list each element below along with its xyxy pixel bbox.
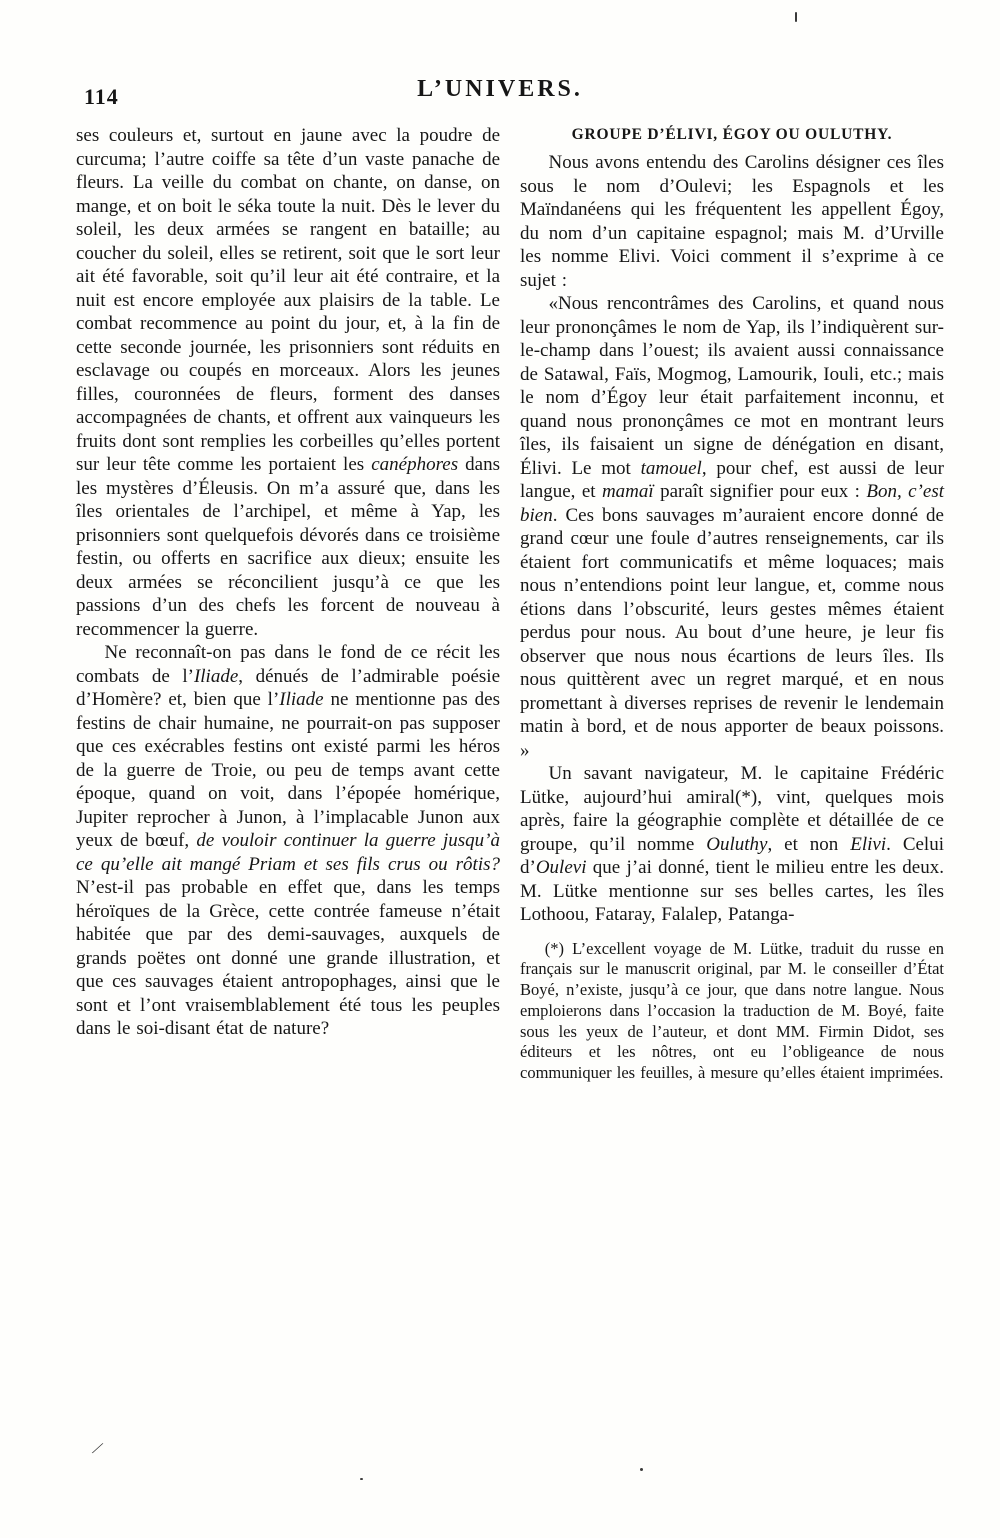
page-number: 114: [84, 84, 119, 109]
paragraph: Nous avons entendu des Carolins désigner ces îles sous le nom d’Oulevi; les Espagnols et les Maïndanéens qui les fréquentent les appellent Égoy, du nom d’un capitaine espagnol; mais M. d’Urville les nomme Elivi. Voici comment il s’exprime à ce sujet :: [520, 152, 944, 291]
footnote-block: [520, 939, 944, 1085]
text-columns: [76, 124, 944, 1084]
scan-speck: [640, 1468, 643, 1471]
running-head-title: L’UNIVERS.: [417, 76, 583, 102]
paragraph: Un savant navigateur, M. le capitaine Frédéric Lütke, aujourd’hui amiral(*), vint, quelques mois après, faire la géographie complète et détaillée de ce groupe, qu’il nomme Ouluthy, et non Elivi. Celui d’Oulevi que j’ai donné, tient le milieu entre les deux. M. Lütke mentionne sur ses belles cartes, les îles Lothoou, Fataray, Falalep, Patanga-: [520, 763, 944, 925]
right-text-column: [520, 124, 944, 1084]
paragraph: Ne reconnaît-on pas dans le fond de ce récit les combats de l’Iliade, dénués de l’admirable poésie d’Homère? et, bien que l’Iliade ne mentionne pas des festins de chair humaine, ne pourrait-on pas supposer que ces exécrables festins ont existé parmi les héros de la guerre de Troie, ou peu de temps avant cette époque, quand on voit, dans l’épopée homérique, Jupiter reprocher à Junon, à l’implacable Junon aux yeux de bœuf, de vouloir continuer la guerre jusqu’à ce qu’elle ait mangé Priam et ses fils crus ou rôtis? N’est-il pas probable en effet que, dans les temps héroïques de la Grèce, cette contrée fameuse n’était habitée que par des demi-sauvages, auxquels de grands poëtes ont donné une grande illustration, et que ces sauvages étaient antropophages, ainsi que le sont et l’ont vraisemblablement été tous les peuples dans le soi-disant état de nature?: [76, 642, 500, 1039]
scan-stray-mark: ⁄: [94, 1437, 102, 1459]
left-text-column: [76, 124, 500, 1084]
scan-speck: [795, 12, 797, 22]
paragraph: ses couleurs et, surtout en jaune avec la poudre de curcuma; l’autre coiffe sa tête d’un vaste panache de fleurs. La veille du combat on chante, on danse, on mange, et on boit le séka toute la nuit. Dès le lever du soleil, les deux armées se rangent en bataille; au coucher du soleil, elles se retirent, soit que le sort leur ait été favorable, soit qu’il leur ait été contraire, et la nuit est encore employée aux plaisirs de la table. Le combat recommence au point du jour, et, à la fin de cette seconde journée, les prisonniers sont réduits en esclavage ou coupés en morceaux. Alors les jeunes filles, couronnées de fleurs, forment des danses accompagnées de chants, et offrent aux vainqueurs les fruits dont sont remplies les corbeilles qu’elles portent sur leur tête comme les portaient les canéphores dans les mystères d’Éleusis. On m’a assuré que, dans les îles orientales de l’archipel, et même à Yap, les prisonniers sont quelquefois dévorés dans ce troisième festin, ou offerts en sacrifice aux dieux; ensuite les deux armées se réconcilient jusqu’à ce que les passions d’un des chefs les forcent de nouveau à recommencer la guerre.: [76, 125, 500, 640]
section-heading: GROUPE D’ÉLIVI, ÉGOY OU OULUTHY.: [571, 126, 893, 143]
paragraph: «Nous rencontrâmes des Carolins, et quand nous leur prononçâmes le nom de Yap, ils l’indiquèrent sur-le-champ dans l’ouest; ils avaient aussi connaissance de Satawal, Faïs, Mogmog, Lamourik, Iouli, etc.; mais le nom d’Égoy leur était parfaitement inconnu, et quand nous prononçâmes ce mot en montrant leurs îles, ils faisaient un signe de dénégation en disant, Élivi. Le mot tamouel, pour chef, est aussi de leur langue, et mamaï paraît signifier pour eux : Bon, c’est bien. Ces bons sauvages m’auraient encore donné de grand cœur une foule d’autres renseignements, car ils étaient fort communicatifs et même loquaces; mais nous n’entendions point leur langue, et, comme nous étions dans l’obscurité, leurs gestes mêmes étaient perdus pour nous. Au bout d’une heure, je leur fis observer que nous nous écartions de leurs îles. Ils nous quittèrent avec un regret marqué, et en nous promettant à diverses reprises de revenir le lendemain matin à bord, et de nous apporter de beaux poissons. »: [520, 293, 944, 761]
scan-speck: [360, 1478, 363, 1480]
right-column-paragraphs: [520, 151, 944, 927]
paragraph: (*) L’excellent voyage de M. Lütke, traduit du russe en français sur le manuscrit original, par M. le conseiller d’État Boyé, n’existe, jusqu’à ce jour, que dans notre langue. Nous emploierons dans l’occasion la traduction de M. Boyé, faite sous les yeux de l’auteur, et dont MM. Firmin Didot, ses éditeurs et les nôtres, ont eu l’obligeance de nous communiquer les feuilles, à mesure qu’elles étaient imprimées.: [520, 938, 944, 1083]
